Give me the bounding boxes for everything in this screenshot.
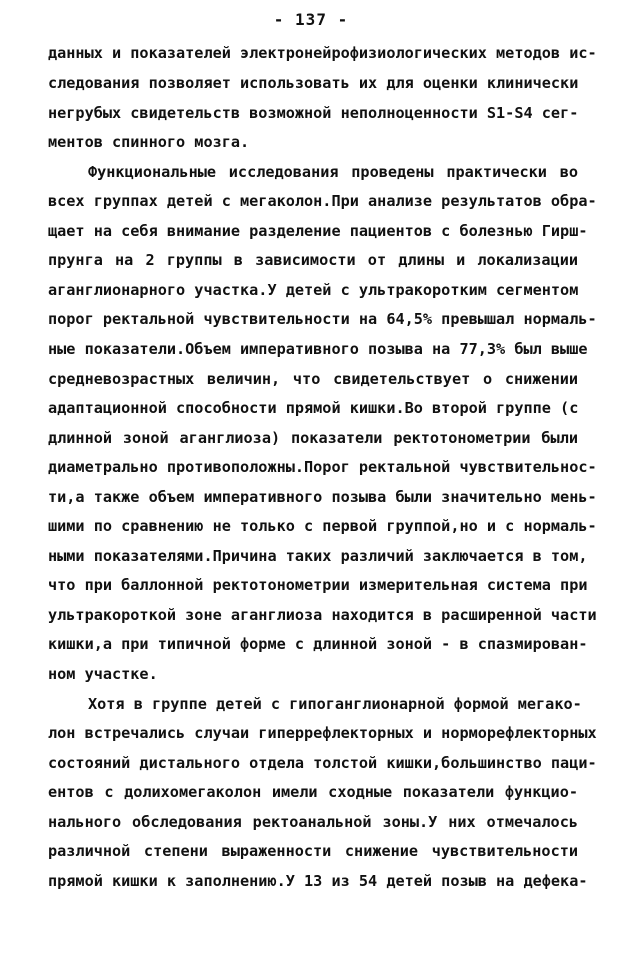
text-line: шими по сравнению не только с первой группой,но и с нормаль-	[48, 517, 597, 535]
text-line: ультракороткой зоне аганглиоза находится в расширенной части	[48, 606, 597, 624]
text-line: нального обследования ректоанальной зоны.У них отмечалось	[48, 813, 578, 831]
text-line: аганглионарного участка.У детей с ультракоротким сегментом	[48, 281, 579, 299]
text-line: диаметрально противоположны.Порог ректальной чувствительнос-	[48, 458, 597, 476]
text-line: длинной зоной аганглиоза) показатели ректотонометрии были	[48, 429, 578, 447]
text-line: кишки,а при типичной форме с длинной зоной - в спазмирован-	[48, 635, 588, 653]
text-line: прямой кишки к заполнению.У 13 из 54 детей позыв на дефека-	[48, 872, 588, 890]
text-line: лон встречались случаи гиперрефлекторных и норморефлекторных	[48, 724, 597, 742]
text-line: порог ректальной чувствительности на 64,5% превышал нормаль-	[48, 310, 597, 328]
page-number: - 137 -	[273, 10, 349, 29]
text-line: состояний дистального отдела толстой кишки,большинство паци-	[48, 754, 597, 772]
text-line: прунга на 2 группы в зависимости от длины и локализации	[48, 251, 578, 269]
text-line: ти,а также объем императивного позыва были значительно мень-	[48, 488, 597, 506]
text-line: средневозрастных величин, что свидетельствует о снижении	[48, 370, 578, 388]
text-line: всех группах детей с мегаколон.При анализе результатов обра-	[48, 192, 597, 210]
text-line: ными показателями.Причина таких различий заключается в том,	[48, 547, 588, 565]
text-line: что при баллонной ректотонометрии измерительная система при	[48, 576, 588, 594]
text-line: следования позволяет использовать их для оценки клинически	[48, 74, 579, 92]
text-line: Функциональные исследования проведены практически во	[88, 163, 578, 181]
text-line: ентов с долихомегаколон имели сходные показатели функцио-	[48, 783, 578, 801]
text-line: негрубых свидетельств возможной неполноценности S1-S4 сег-	[48, 104, 579, 122]
text-line: различной степени выраженности снижение чувствительности	[48, 842, 578, 860]
text-line: адаптационной способности прямой кишки.Во второй группе (с	[48, 399, 579, 417]
text-line: Хотя в группе детей с гипоганглионарной формой мегако-	[88, 695, 582, 713]
text-line: ментов спинного мозга.	[48, 133, 250, 151]
text-line: ном участке.	[48, 665, 158, 683]
text-line: ные показатели.Объем императивного позыва на 77,3% был выше	[48, 340, 588, 358]
text-line: данных и показателей электронейрофизиологических методов ис-	[48, 44, 597, 62]
text-line: щает на себя внимание разделение пациентов с болезнью Гирш-	[48, 222, 588, 240]
